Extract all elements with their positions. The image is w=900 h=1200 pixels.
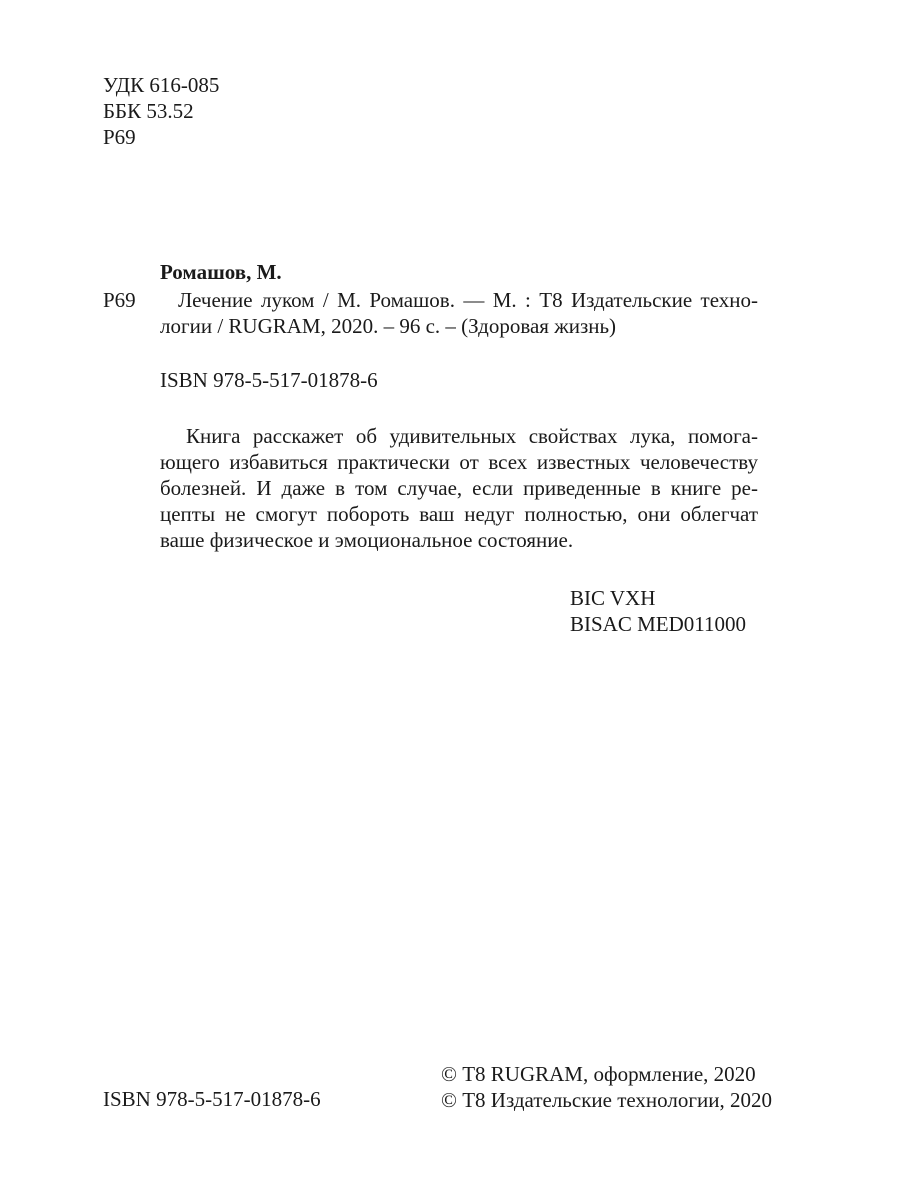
bisac-code: BISAC MED011000 <box>570 612 746 636</box>
abstract <box>160 423 758 553</box>
abstract-line: ваше физическое и эмоциональное состояние. <box>160 528 574 552</box>
entry-cutter-code: Р69 <box>103 288 136 312</box>
udk-code: УДК 616-085 <box>103 73 220 97</box>
subject-codes <box>570 585 746 637</box>
copyright-block <box>441 1061 772 1113</box>
classification-codes <box>103 72 219 150</box>
abstract-line: ющего избавиться практически от всех известных человечеству <box>160 450 758 474</box>
isbn-entry: ISBN 978-5-517-01878-6 <box>160 368 378 392</box>
biblio-line: Лечение луком / М. Ромашов. — М. : Т8 Издательские техно- <box>178 288 758 312</box>
author-heading: Ромашов, М. <box>160 260 282 284</box>
copyright-line: © Т8 Издательские технологии, 2020 <box>441 1088 772 1112</box>
biblio-line: логии / RUGRAM, 2020. – 96 с. – (Здоровая жизнь) <box>160 314 617 338</box>
bbk-code: ББК 53.52 <box>103 99 194 123</box>
bic-code: BIC VXH <box>570 586 656 610</box>
bibliographic-description <box>160 287 758 339</box>
copyright-line: © Т8 RUGRAM, оформление, 2020 <box>441 1062 756 1086</box>
cutter-code: Р69 <box>103 125 136 149</box>
abstract-line: болезней. И даже в том случае, если приведенные в книге ре- <box>160 476 758 500</box>
footer-isbn: ISBN 978-5-517-01878-6 <box>103 1087 321 1111</box>
abstract-line: Книга расскажет об удивительных свойствах лука, помога- <box>186 424 758 448</box>
abstract-line: цепты не смогут побороть ваш недуг полностью, они облегчат <box>160 502 758 526</box>
